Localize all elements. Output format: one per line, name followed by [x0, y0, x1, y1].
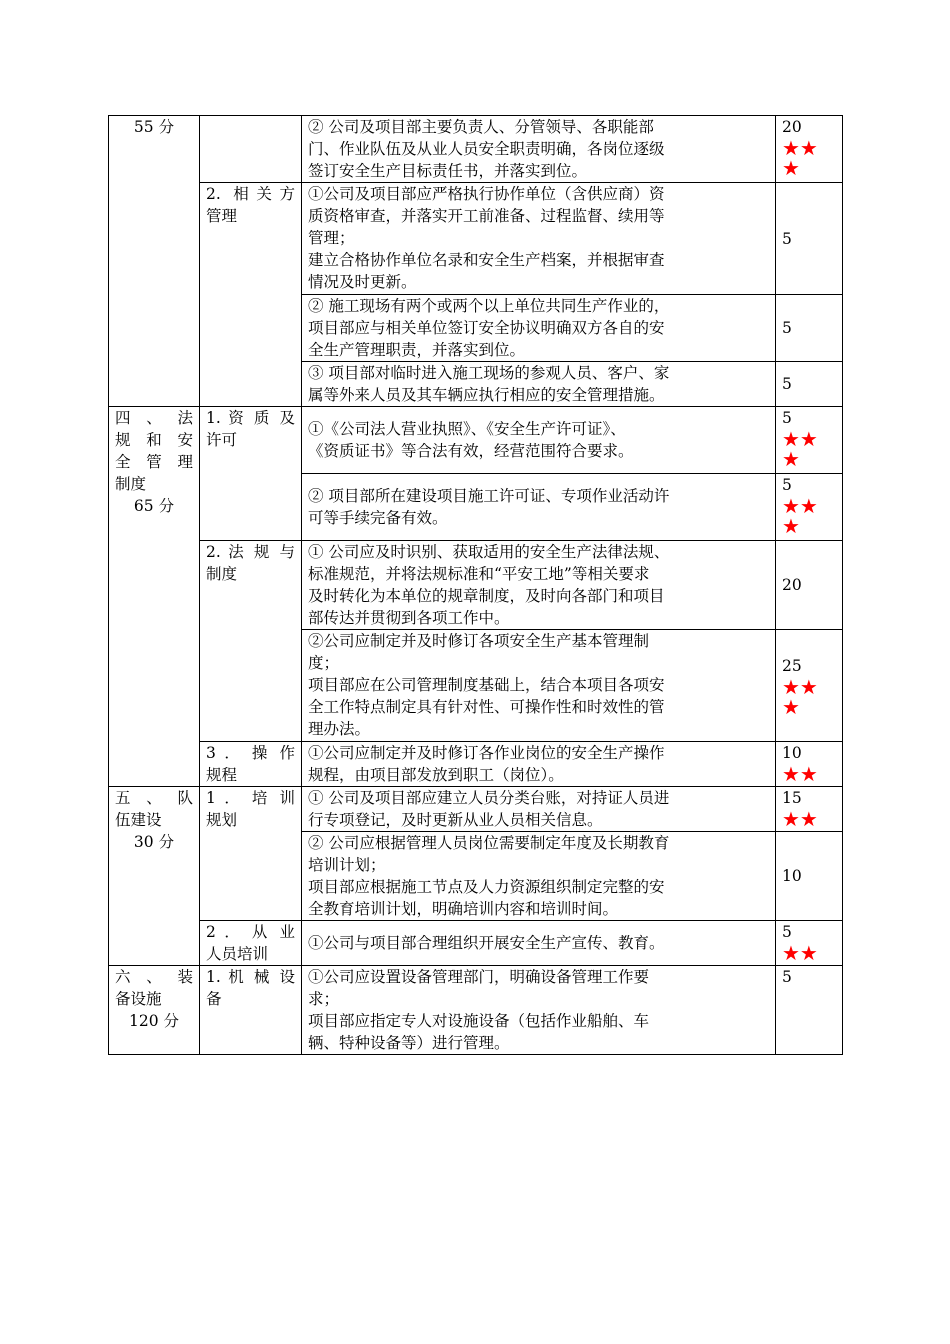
content-cell: ① 公司应及时识别、获取适用的安全生产法律法规、 标准规范，并将法规标准和“平安工地”等相关要求 及时转化为本单位的规章制度，及时向各部门和项目 部传达并贯彻到各项工作中。: [302, 541, 776, 630]
star-rating-icon: ★★: [782, 941, 818, 965]
content-cell: ① 公司及项目部应建立人员分类台账，对持证人员进 行专项登记，及时更新从业人员相关信息。: [302, 787, 776, 832]
score-cell: [776, 295, 843, 362]
score-cell: [776, 407, 843, 474]
star-rating-icon: ★★: [782, 762, 818, 786]
content-cell: ①公司应设置设备管理部门，明确设备管理工作要 求； 项目部应指定专人对设施设备（包括作业船舶、车 辆、特种设备等）进行管理。: [302, 966, 776, 1055]
score-value: 5: [782, 968, 792, 986]
content-cell: ② 项目部所在建设项目施工许可证、专项作业活动许 可等手续完备有效。: [302, 474, 776, 541]
score-cell: [776, 116, 843, 183]
subcategory-cell: 3 ． 操 作 规程: [200, 742, 302, 787]
score-cell: [776, 742, 843, 787]
table-row: [109, 966, 843, 1055]
subcategory-cell: 2 ． 从 业 人员培训: [200, 921, 302, 966]
star-rating-icon: ★: [782, 156, 800, 180]
table-row: [109, 742, 843, 787]
score-cell: [776, 966, 843, 1055]
score-cell: [776, 630, 843, 742]
star-rating-icon: ★★: [782, 427, 818, 451]
score-value: 10: [782, 744, 802, 762]
table-row: [109, 541, 843, 630]
subcategory-cell: 1 ． 培 训 规划: [200, 787, 302, 921]
content-cell: ③ 项目部对临时进入施工现场的参观人员、客户、家 属等外来人员及其车辆应执行相应的安全管理措施。: [302, 362, 776, 407]
score-cell: [776, 921, 843, 966]
score-value: 20: [782, 576, 802, 594]
table-row: [109, 921, 843, 966]
score-cell: [776, 832, 843, 921]
score-cell: [776, 183, 843, 295]
category-total: 55 分: [133, 118, 175, 136]
table-row: [109, 183, 843, 295]
score-value: 5: [782, 409, 792, 427]
content-cell: ①公司应制定并及时修订各作业岗位的安全生产操作 规程，由项目部发放到职工（岗位）。: [302, 742, 776, 787]
category-cell: 四 、 法 规 和 安 全 管 理 制度 65 分: [109, 407, 200, 787]
table-row: [109, 116, 843, 183]
star-rating-icon: ★★: [782, 136, 818, 160]
star-rating-icon: ★★: [782, 494, 818, 518]
score-cell: [776, 362, 843, 407]
evaluation-table: [108, 115, 843, 1055]
category-cell: 五 、 队 伍建设 30 分: [109, 787, 200, 966]
subcategory-cell: 1. 机 械 设 备: [200, 966, 302, 1055]
table-row: [109, 407, 843, 474]
content-cell: ② 施工现场有两个或两个以上单位共同生产作业的， 项目部应与相关单位签订安全协议明确双方各自的安 全生产管理职责，并落实到位。: [302, 295, 776, 362]
score-value: 5: [782, 229, 792, 248]
subcategory-cell: 2. 相关方 管理: [200, 183, 302, 407]
subcategory-cell: 1. 资 质 及 许可: [200, 407, 302, 541]
score-cell: [776, 541, 843, 630]
category-cell: [109, 116, 200, 407]
star-rating-icon: ★: [782, 514, 800, 538]
score-value: 5: [782, 923, 792, 941]
star-rating-icon: ★★: [782, 674, 818, 699]
subcategory-cell: 2. 法 规 与 制度: [200, 541, 302, 742]
category-cell: 六 、 装 备设施 120 分: [109, 966, 200, 1055]
score-cell: [776, 474, 843, 541]
table-row: [109, 787, 843, 832]
score-value: 20: [782, 118, 802, 136]
star-rating-icon: ★★: [782, 807, 818, 831]
score-value: 5: [782, 476, 792, 494]
content-cell: ①公司与项目部合理组织开展安全生产宣传、教育。: [302, 921, 776, 966]
content-cell: ①《公司法人营业执照》、《安全生产许可证》、 《资质证书》等合法有效，经营范围符合要求。: [302, 407, 776, 474]
subcategory-cell: [200, 116, 302, 183]
score-value: 15: [782, 789, 802, 807]
score-cell: [776, 787, 843, 832]
content-cell: ② 公司应根据管理人员岗位需要制定年度及长期教育 培训计划； 项目部应根据施工节点及人力资源组织制定完整的安 全教育培训计划，明确培训内容和培训时间。: [302, 832, 776, 921]
star-rating-icon: ★: [782, 447, 800, 471]
score-value: 25: [782, 656, 802, 675]
score-value: 5: [782, 375, 792, 393]
star-rating-icon: ★: [782, 694, 800, 719]
content-cell: ② 公司及项目部主要负责人、分管领导、各职能部 门、作业队伍及从业人员安全职责明确，各岗位逐级 签订安全生产目标责任书，并落实到位。: [302, 116, 776, 183]
content-cell: ②公司应制定并及时修订各项安全生产基本管理制 度； 项目部应在公司管理制度基础上，结合本项目各项安 全工作特点制定具有针对性、可操作性和时效性的管 理办法。: [302, 630, 776, 742]
content-cell: ①公司及项目部应严格执行协作单位（含供应商）资 质资格审查，并落实开工前准备、过程监督、续用等 管理； 建立合格协作单位名录和安全生产档案，并根据审查 情况及时更新。: [302, 183, 776, 295]
score-value: 5: [782, 319, 792, 337]
score-value: 10: [782, 867, 802, 885]
